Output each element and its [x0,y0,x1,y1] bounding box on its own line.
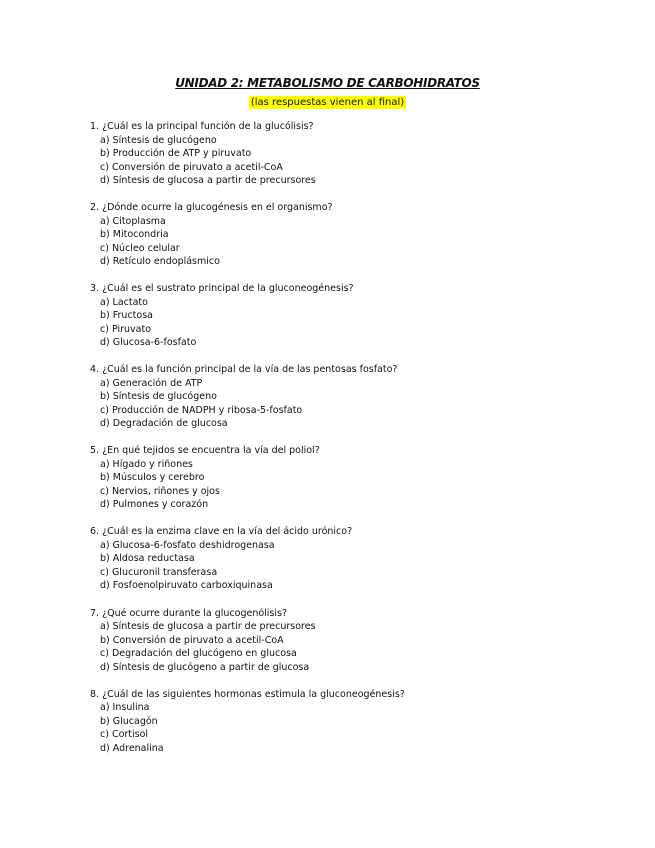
question-5 [90,444,570,512]
question-2 [90,201,570,269]
option-b: b) Síntesis de glucógeno [100,391,217,403]
option-a: a) Síntesis de glucógeno [100,134,217,146]
question-text: 6. ¿Cuál es la enzima clave en la vía del ácido urónico? [90,526,353,538]
question-list [90,120,570,769]
option-list [90,215,570,269]
option-list [90,701,570,755]
option-d: d) Adrenalina [100,742,164,754]
option-c: c) Glucuronil transferasa [100,566,218,578]
option-d: d) Retículo endoplásmico [100,256,220,268]
option-a: a) Insulina [100,702,150,714]
option-a: a) Lactato [100,296,148,308]
subtitle-container [0,90,655,109]
option-list [90,620,570,674]
option-a: a) Hígado y riñones [100,458,193,470]
option-b: b) Producción de ATP y piruvato [100,148,252,159]
option-list [90,539,570,593]
option-c: c) Núcleo celular [100,242,180,254]
question-text: 4. ¿Cuál es la función principal de la vía de las pentosas fosfato? [90,364,398,376]
question-text: 5. ¿En qué tejidos se encuentra la vía del poliol? [90,445,320,457]
page-title: UNIDAD 2: METABOLISMO DE CARBOHIDRATOS [175,76,480,90]
option-c: c) Piruvato [100,323,152,335]
option-d: d) Glucosa-6-fosfato [100,337,197,349]
option-c: c) Producción de NADPH y ribosa-5-fosfato [100,404,303,416]
option-c: c) Cortisol [100,729,149,741]
option-c: c) Nervios, riñones y ojos [100,485,220,497]
question-text: 8. ¿Cuál de las siguientes hormonas estimula la gluconeogénesis? [90,688,405,700]
question-text: 1. ¿Cuál es la principal función de la glucólisis? [90,121,314,132]
option-list [90,377,570,431]
option-a: a) Citoplasma [100,215,166,227]
question-3 [90,282,570,350]
option-d: d) Síntesis de glucosa a partir de precursores [100,175,316,186]
question-4 [90,363,570,431]
question-8 [90,688,570,756]
option-b: b) Músculos y cerebro [100,472,205,484]
option-d: d) Fosfoenolpiruvato carboxiquinasa [100,580,273,592]
option-a: a) Generación de ATP [100,377,203,389]
question-6 [90,525,570,593]
option-d: d) Pulmones y corazón [100,499,209,511]
option-c: c) Conversión de piruvato a acetil-CoA [100,161,283,173]
option-b: b) Conversión de piruvato a acetil-CoA [100,634,284,646]
option-d: d) Degradación de glucosa [100,418,228,430]
question-1 [90,120,570,188]
option-list [90,458,570,512]
question-text: 3. ¿Cuál es el sustrato principal de la gluconeogénesis? [90,283,354,295]
question-text: 7. ¿Qué ocurre durante la glucogenólisis? [90,607,288,619]
option-a: a) Glucosa-6-fosfato deshidrogenasa [100,539,275,551]
option-b: b) Fructosa [100,310,153,322]
option-b: b) Glucagón [100,715,158,727]
subtitle-highlight: (las respuestas vienen al final) [250,97,405,108]
option-list [90,134,570,188]
option-list [90,296,570,350]
question-text: 2. ¿Dónde ocurre la glucogénesis en el organismo? [90,202,333,214]
option-d: d) Síntesis de glucógeno a partir de glucosa [100,661,310,673]
option-a: a) Síntesis de glucosa a partir de precursores [100,621,316,633]
question-7 [90,607,570,675]
option-b: b) Aldosa reductasa [100,553,195,565]
option-b: b) Mitocondria [100,229,169,241]
option-c: c) Degradación del glucógeno en glucosa [100,648,297,660]
